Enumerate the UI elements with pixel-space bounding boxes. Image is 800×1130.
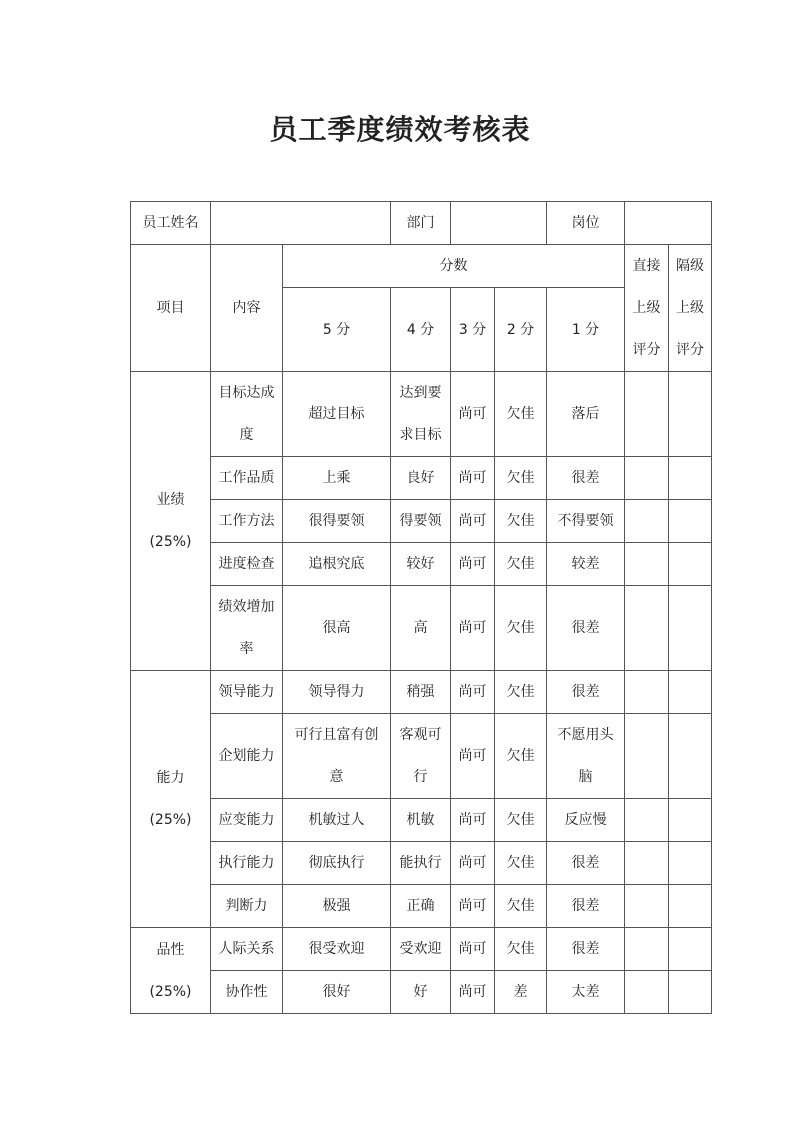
skip-level-score[interactable] (669, 885, 712, 928)
criterion-label: 人际关系 (211, 928, 283, 971)
criterion-label: 协作性 (211, 971, 283, 1014)
content-header: 内容 (211, 245, 283, 372)
post-label: 岗位 (547, 202, 625, 245)
score-3-descriptor: 尚可 (451, 372, 495, 457)
score-1-descriptor: 很差 (547, 586, 625, 671)
skip-level-score[interactable] (669, 457, 712, 500)
table-row (131, 671, 712, 714)
score-3-descriptor: 尚可 (451, 971, 495, 1014)
score-3-descriptor: 尚可 (451, 799, 495, 842)
direct-superior-score[interactable] (625, 885, 669, 928)
skip-level-score[interactable] (669, 671, 712, 714)
score-1-descriptor: 很差 (547, 842, 625, 885)
score-4-descriptor: 受欢迎 (391, 928, 451, 971)
skip-level-header: 隔级 上级 评分 (669, 245, 712, 372)
direct-superior-score[interactable] (625, 928, 669, 971)
direct-superior-score[interactable] (625, 543, 669, 586)
criterion-label: 执行能力 (211, 842, 283, 885)
score-4-descriptor: 稍强 (391, 671, 451, 714)
item-header: 项目 (131, 245, 211, 372)
score-3-descriptor: 尚可 (451, 586, 495, 671)
page-title: 员工季度绩效考核表 (269, 113, 531, 146)
score-2-descriptor: 欠佳 (495, 671, 547, 714)
score-3-descriptor: 尚可 (451, 928, 495, 971)
score-1-descriptor: 不愿用头 脑 (547, 714, 625, 799)
criterion-label: 企划能力 (211, 714, 283, 799)
group-label: 业绩 (25%) (131, 372, 211, 671)
score-5-descriptor: 很高 (283, 586, 391, 671)
table-row (131, 885, 712, 928)
skip-level-score[interactable] (669, 586, 712, 671)
criterion-label: 目标达成 度 (211, 372, 283, 457)
score-4-descriptor: 正确 (391, 885, 451, 928)
table-row (131, 799, 712, 842)
score-4-descriptor: 机敏 (391, 799, 451, 842)
skip-level-score[interactable] (669, 799, 712, 842)
score-5-descriptor: 上乘 (283, 457, 391, 500)
table-row (131, 543, 712, 586)
score-4-descriptor: 良好 (391, 457, 451, 500)
skip-level-score[interactable] (669, 714, 712, 799)
table-row (131, 457, 712, 500)
table-row (131, 928, 712, 971)
score-1-descriptor: 不得要领 (547, 500, 625, 543)
skip-level-score[interactable] (669, 842, 712, 885)
table-row (131, 971, 712, 1014)
score-1-descriptor: 很差 (547, 928, 625, 971)
name-label: 员工姓名 (131, 202, 211, 245)
score-2-descriptor: 欠佳 (495, 543, 547, 586)
score-3-descriptor: 尚可 (451, 885, 495, 928)
score-1-descriptor: 很差 (547, 885, 625, 928)
score-5-descriptor: 领导得力 (283, 671, 391, 714)
score-4-descriptor: 好 (391, 971, 451, 1014)
table-row (131, 714, 712, 799)
score-4-descriptor: 较好 (391, 543, 451, 586)
direct-superior-score[interactable] (625, 372, 669, 457)
direct-superior-score[interactable] (625, 842, 669, 885)
score-2-descriptor: 欠佳 (495, 885, 547, 928)
score-3-descriptor: 尚可 (451, 842, 495, 885)
score-2-header: 2 分 (495, 288, 547, 372)
table-row (131, 500, 712, 543)
score-header: 分数 (283, 245, 625, 288)
table-row (131, 372, 712, 457)
group-label: 能力 (25%) (131, 671, 211, 928)
criterion-label: 应变能力 (211, 799, 283, 842)
direct-superior-header: 直接 上级 评分 (625, 245, 669, 372)
score-4-descriptor: 得要领 (391, 500, 451, 543)
skip-level-score[interactable] (669, 971, 712, 1014)
score-3-descriptor: 尚可 (451, 457, 495, 500)
criterion-label: 工作品质 (211, 457, 283, 500)
criterion-label: 领导能力 (211, 671, 283, 714)
skip-level-score[interactable] (669, 372, 712, 457)
score-5-header: 5 分 (283, 288, 391, 372)
score-1-descriptor: 很差 (547, 457, 625, 500)
post-field[interactable] (625, 202, 712, 245)
score-2-descriptor: 欠佳 (495, 842, 547, 885)
score-2-descriptor: 欠佳 (495, 500, 547, 543)
score-2-descriptor: 欠佳 (495, 372, 547, 457)
skip-level-score[interactable] (669, 928, 712, 971)
score-1-descriptor: 很差 (547, 671, 625, 714)
score-5-descriptor: 彻底执行 (283, 842, 391, 885)
dept-field[interactable] (451, 202, 547, 245)
score-3-descriptor: 尚可 (451, 543, 495, 586)
score-3-descriptor: 尚可 (451, 500, 495, 543)
score-4-descriptor: 能执行 (391, 842, 451, 885)
criterion-label: 进度检查 (211, 543, 283, 586)
score-1-descriptor: 太差 (547, 971, 625, 1014)
group-label: 品性 (25%) (131, 928, 211, 1014)
skip-level-score[interactable] (669, 543, 712, 586)
appraisal-table (130, 201, 712, 1014)
dept-label: 部门 (391, 202, 451, 245)
table-row (131, 842, 712, 885)
score-4-descriptor: 高 (391, 586, 451, 671)
score-5-descriptor: 追根究底 (283, 543, 391, 586)
direct-superior-score[interactable] (625, 671, 669, 714)
direct-superior-score[interactable] (625, 457, 669, 500)
score-5-descriptor: 超过目标 (283, 372, 391, 457)
score-2-descriptor: 欠佳 (495, 928, 547, 971)
direct-superior-score[interactable] (625, 586, 669, 671)
score-1-header: 1 分 (547, 288, 625, 372)
score-1-descriptor: 落后 (547, 372, 625, 457)
criterion-label: 绩效增加 率 (211, 586, 283, 671)
score-1-descriptor: 较差 (547, 543, 625, 586)
score-4-descriptor: 达到要 求目标 (391, 372, 451, 457)
direct-superior-score[interactable] (625, 971, 669, 1014)
direct-superior-score[interactable] (625, 500, 669, 543)
table-row (131, 586, 712, 671)
score-5-descriptor: 可行且富有创 意 (283, 714, 391, 799)
score-5-descriptor: 很得要领 (283, 500, 391, 543)
score-4-header: 4 分 (391, 288, 451, 372)
score-2-descriptor: 欠佳 (495, 457, 547, 500)
criterion-label: 工作方法 (211, 500, 283, 543)
score-5-descriptor: 机敏过人 (283, 799, 391, 842)
name-field[interactable] (211, 202, 391, 245)
score-5-descriptor: 极强 (283, 885, 391, 928)
score-3-descriptor: 尚可 (451, 671, 495, 714)
score-5-descriptor: 很好 (283, 971, 391, 1014)
score-4-descriptor: 客观可 行 (391, 714, 451, 799)
criterion-label: 判断力 (211, 885, 283, 928)
score-2-descriptor: 欠佳 (495, 586, 547, 671)
direct-superior-score[interactable] (625, 799, 669, 842)
score-3-descriptor: 尚可 (451, 714, 495, 799)
direct-superior-score[interactable] (625, 714, 669, 799)
skip-level-score[interactable] (669, 500, 712, 543)
score-5-descriptor: 很受欢迎 (283, 928, 391, 971)
score-3-header: 3 分 (451, 288, 495, 372)
score-2-descriptor: 欠佳 (495, 799, 547, 842)
score-2-descriptor: 差 (495, 971, 547, 1014)
score-2-descriptor: 欠佳 (495, 714, 547, 799)
score-1-descriptor: 反应慢 (547, 799, 625, 842)
